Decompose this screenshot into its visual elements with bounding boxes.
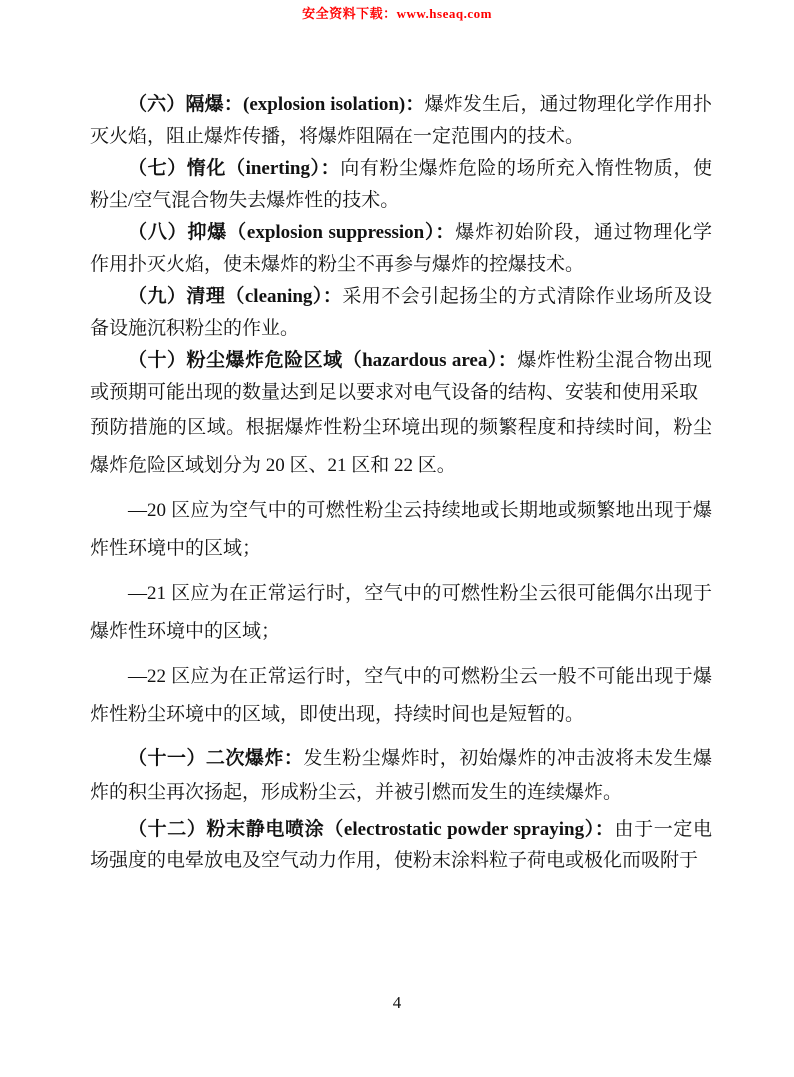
term-definition: 爆炸性粉尘混合物出现或预期可能出现的数量达到足以要求对电气设备的结构、安装和使用采取 [90, 350, 712, 403]
term-definition: 向有粉尘爆炸危险的场所充入惰性物质，使粉尘/空气混合物失去爆炸性的技术。 [90, 158, 712, 211]
term-label: （七）惰化（inerting）： [128, 158, 341, 179]
term-label: （十二）粉末静电喷涂（electrostatic powder spraying）： [128, 819, 615, 840]
zone-definition: —22 区应为在正常运行时，空气中的可燃粉尘云一般不可能出现于爆炸性粉尘环境中的区域，即使出现，持续时间也是短暂的。 [90, 666, 712, 725]
zone-definition: —20 区应为空气中的可燃性粉尘云持续地或长期地或频繁地出现于爆炸性环境中的区域； [90, 500, 712, 559]
term-definition: 预防措施的区域。根据爆炸性粉尘环境出现的频繁程度和持续时间，粉尘爆炸危险区域划分为 20 区、21 区和 22 区。 [90, 417, 712, 476]
paragraph-hazardous-area [90, 345, 712, 409]
paragraph-zone-22 [90, 658, 712, 734]
paragraph-cleaning [90, 281, 712, 345]
term-definition: 由于一定电场强度的电晕放电及空气动力作用，使粉末涂料粒子荷电或极化而吸附于 [90, 819, 712, 871]
term-definition: 爆炸发生后，通过物理化学作用扑灭火焰，阻止爆炸传播，将爆炸阻隔在一定范围内的技术。 [90, 94, 712, 147]
term-label: （六）隔爆：(explosion isolation)： [128, 94, 425, 115]
download-banner: 安全资料下载：www.hseaq.com [302, 6, 492, 21]
paragraph-explosion-isolation [90, 89, 712, 153]
page-number: 4 [392, 993, 402, 1012]
term-definition: 采用不会引起扬尘的方式清除作业场所及设备设施沉积粉尘的作业。 [90, 286, 712, 339]
paragraph-secondary-explosion [90, 742, 712, 810]
term-label: （八）抑爆（explosion suppression）： [128, 222, 456, 243]
paragraph-inerting [90, 153, 712, 217]
paragraph-explosion-suppression [90, 217, 712, 281]
paragraph-hazardous-area-continued [90, 409, 712, 485]
paragraph-zone-20 [90, 492, 712, 568]
paragraph-electrostatic-powder-spraying [90, 814, 712, 876]
term-label: （十）粉尘爆炸危险区域（hazardous area）： [128, 350, 518, 371]
zone-definition: —21 区应为在正常运行时，空气中的可燃性粉尘云很可能偶尔出现于爆炸性环境中的区域； [90, 583, 712, 642]
term-definition: 发生粉尘爆炸时，初始爆炸的冲击波将未发生爆炸的积尘再次扬起，形成粉尘云，并被引燃而发生的连续爆炸。 [90, 748, 712, 803]
term-definition: 爆炸初始阶段，通过物理化学作用扑灭火焰，使未爆炸的粉尘不再参与爆炸的控爆技术。 [90, 222, 712, 275]
term-label: （十一）二次爆炸： [128, 748, 304, 769]
term-label: （九）清理（cleaning）： [128, 286, 343, 307]
paragraph-zone-21 [90, 575, 712, 651]
document-body [90, 89, 712, 876]
